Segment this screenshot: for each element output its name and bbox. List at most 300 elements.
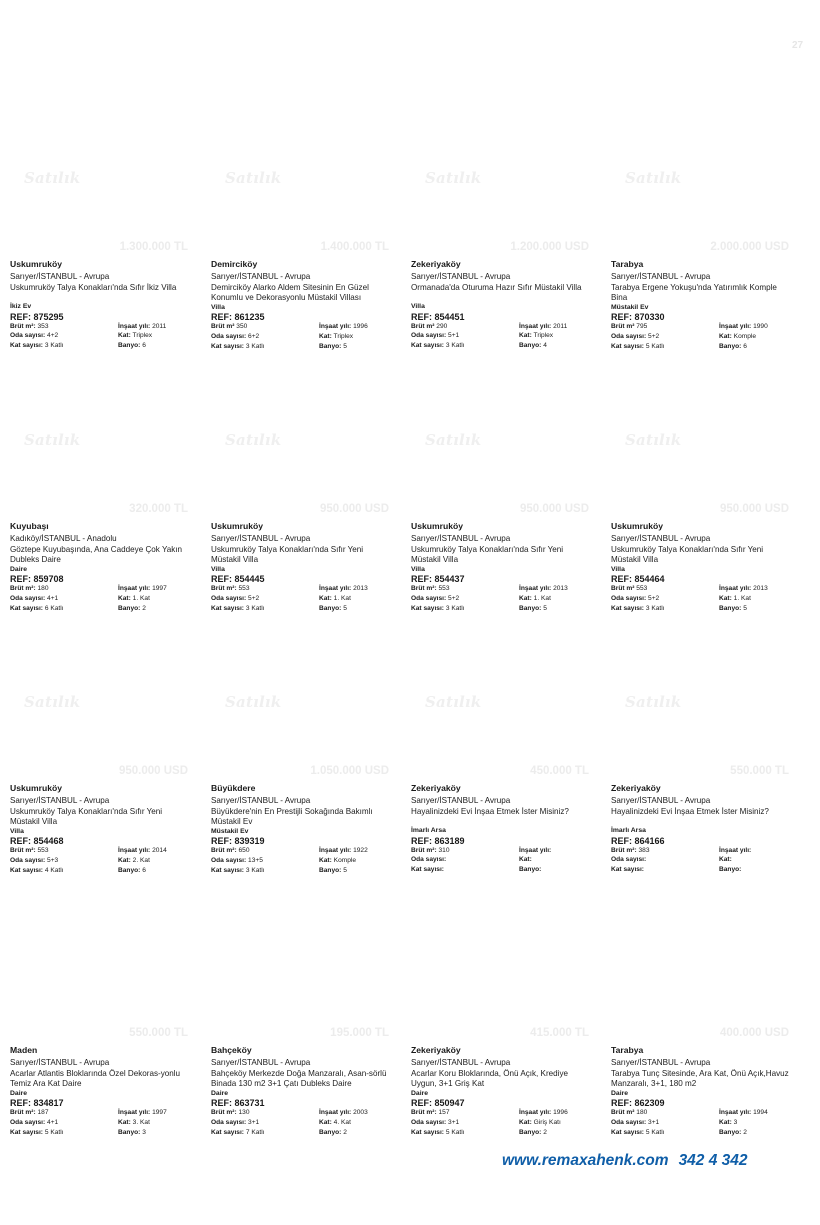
listing-type: Daire [211, 1089, 229, 1097]
listing-ref: REF: 870330 [611, 312, 665, 323]
status-ribbon: Satılık [225, 431, 282, 449]
listing-location: Sarıyer/İSTANBUL - Avrupa [411, 533, 511, 543]
spec-value: 5 [543, 605, 547, 612]
spec-cell [411, 584, 519, 594]
listing-ref: REF: 839319 [211, 836, 265, 847]
listing-photo[interactable] [10, 640, 194, 782]
spec-label: Brüt m²: [10, 585, 36, 593]
listing-price: 950.000 USD [519, 503, 589, 515]
listing-price: 550.000 TL [129, 1027, 188, 1039]
listing-description: Hayalinizdeki Evi İnşaa Etmek İster Misiniz? [411, 807, 569, 816]
spec-label: Banyo: [719, 343, 742, 350]
listing-info [10, 1045, 194, 1138]
spec-cell [519, 584, 595, 594]
spec-value: 3 Katlı [645, 605, 665, 612]
listing-price: 950.000 USD [719, 503, 789, 515]
footer-contact [502, 1152, 748, 1170]
status-ribbon: Satılık [225, 169, 282, 187]
listing-photo[interactable] [611, 902, 795, 1044]
spec-cell [319, 1118, 395, 1128]
spec-label: Kat: [519, 1119, 532, 1127]
listing-photo[interactable] [211, 116, 395, 258]
listing-photo[interactable] [211, 902, 395, 1044]
listing-photo[interactable] [211, 378, 395, 520]
listing-description: Acarlar Atlantis Bloklarında Özel Dekoras-yonlu Temiz Ara Kat Daire [10, 1069, 181, 1089]
spec-cell [411, 1128, 519, 1138]
listing-card[interactable] [10, 116, 194, 371]
listing-location: Sarıyer/İSTANBUL - Avrupa [611, 1057, 711, 1067]
listing-photo[interactable] [611, 378, 795, 520]
spec-cell [10, 846, 118, 856]
status-ribbon: Satılık [24, 431, 81, 449]
spec-value: 553 [438, 585, 450, 593]
spec-cell [118, 1128, 194, 1138]
spec-value: 1996 [353, 323, 368, 331]
spec-label: İnşaat yılı: [319, 1109, 352, 1117]
spec-cell [719, 322, 795, 332]
listing-ref: REF: 861235 [211, 312, 265, 323]
listing-price: 1.050.000 USD [310, 765, 389, 777]
listing-type: Daire [411, 1089, 429, 1097]
spec-cell [319, 584, 395, 594]
spec-cell [211, 1128, 319, 1138]
listing-type: Villa [611, 565, 625, 573]
spec-value: 6 [142, 342, 146, 350]
spec-value: 5 Katlı [44, 1129, 64, 1136]
spec-label: Kat sayısı: [611, 343, 644, 350]
spec-cell [519, 594, 595, 604]
spec-label: Brüt m²: [411, 585, 437, 593]
spec-cell [211, 594, 319, 604]
spec-cell [118, 846, 194, 856]
listing-card[interactable] [10, 640, 194, 895]
listing-ref: REF: 834817 [10, 1098, 64, 1109]
spec-label: Kat sayısı: [211, 1129, 244, 1136]
status-ribbon: Satılık [625, 693, 682, 711]
spec-value: 2. Kat [132, 857, 150, 865]
spec-value: 6 Katlı [44, 605, 64, 612]
spec-value: 650 [238, 847, 250, 855]
spec-cell [411, 331, 519, 341]
spec-value: 5 Katlı [645, 1129, 665, 1136]
listing-price: 415.000 TL [530, 1027, 589, 1039]
listing-ref: REF: 863731 [211, 1098, 265, 1109]
listing-location: Sarıyer/İSTANBUL - Avrupa [10, 271, 110, 281]
spec-value: 157 [438, 1109, 450, 1117]
spec-label: Oda sayısı: [611, 333, 647, 341]
listing-card[interactable] [211, 378, 395, 633]
listing-district: Uskumruköy [10, 259, 63, 269]
spec-cell [211, 322, 319, 332]
spec-value: 5 [343, 343, 347, 350]
spec-cell [118, 331, 194, 341]
listing-photo[interactable] [611, 116, 795, 258]
listing-type: Daire [10, 565, 28, 573]
listing-specs [411, 584, 595, 613]
listing-info [611, 1045, 795, 1138]
spec-cell [319, 856, 395, 866]
spec-label: İnşaat yılı: [719, 323, 752, 331]
spec-value: 5+3 [47, 857, 59, 865]
spec-cell [611, 1128, 719, 1138]
spec-label: Kat: [319, 1119, 332, 1127]
spec-label: Kat: [319, 595, 332, 603]
spec-label: Kat: [519, 856, 532, 864]
spec-label: Oda sayısı: [411, 332, 447, 340]
spec-value: 3 Katlı [245, 605, 265, 612]
listing-district: Kuyubaşı [10, 521, 49, 531]
spec-cell [611, 865, 719, 875]
listing-card[interactable] [611, 116, 795, 371]
listing-info [411, 259, 595, 351]
listing-location: Sarıyer/İSTANBUL - Avrupa [211, 795, 311, 805]
spec-label: İnşaat yılı: [519, 322, 552, 330]
spec-label: Kat sayısı: [211, 867, 244, 874]
spec-label: İnşaat yılı: [319, 585, 352, 593]
spec-label: Brüt m²: [10, 847, 36, 855]
spec-cell [519, 1118, 595, 1128]
spec-label: Oda sayısı: [611, 595, 647, 603]
spec-value: 180 [636, 1109, 648, 1117]
spec-value: 3+1 [248, 1119, 260, 1127]
spec-cell [319, 866, 395, 876]
spec-label: Brüt m²: [10, 322, 36, 330]
listing-specs [411, 846, 595, 875]
spec-cell [211, 866, 319, 876]
listing-district: Zekeriyaköy [411, 783, 461, 793]
spec-label: Kat sayısı: [611, 866, 644, 874]
spec-label: İnşaat yılı: [118, 847, 151, 855]
listing-ref: REF: 859708 [10, 574, 64, 585]
spec-value: 3 Katlı [445, 342, 465, 350]
listing-card[interactable] [10, 902, 194, 1157]
spec-label: Kat sayısı: [10, 1129, 43, 1136]
spec-label: Brüt m²: [10, 1109, 36, 1117]
spec-value: 353 [37, 322, 49, 330]
listing-photo[interactable] [10, 378, 194, 520]
listing-location: Sarıyer/İSTANBUL - Avrupa [411, 271, 511, 281]
status-ribbon: Satılık [425, 431, 482, 449]
listing-district: Uskumruköy [10, 783, 63, 793]
spec-value: 553 [238, 585, 250, 593]
listing-location: Sarıyer/İSTANBUL - Avrupa [211, 271, 311, 281]
spec-label: Brüt m²: [411, 1109, 437, 1117]
spec-label: Kat: [118, 332, 131, 340]
spec-cell [118, 341, 194, 351]
spec-label: İnşaat yılı: [319, 847, 352, 855]
spec-label: Kat sayısı: [10, 867, 43, 874]
spec-label: Oda sayısı: [611, 856, 647, 864]
spec-label: Banyo: [519, 605, 542, 612]
listing-description: Tarabya Tunç Sitesinde, Ara Kat, Önü Açık,Havuz Manzaralı, 3+1, 180 m2 [611, 1069, 789, 1089]
listing-photo[interactable] [411, 116, 595, 258]
status-ribbon: Satılık [625, 169, 682, 187]
listing-photo[interactable] [10, 116, 194, 258]
spec-label: Kat sayısı: [611, 605, 644, 612]
spec-label: Banyo: [118, 1129, 141, 1136]
spec-label: Banyo: [118, 342, 141, 350]
listing-price: 950.000 USD [319, 503, 389, 515]
listing-specs [10, 322, 194, 351]
listing-type: Müstakil Ev [211, 827, 249, 835]
spec-cell [719, 342, 795, 352]
listing-card[interactable] [10, 378, 194, 633]
spec-cell [10, 341, 118, 351]
listing-photo[interactable] [10, 902, 194, 1044]
spec-cell [411, 865, 519, 875]
status-ribbon: Satılık [425, 693, 482, 711]
spec-cell [411, 846, 519, 856]
spec-cell [519, 855, 595, 865]
spec-label: Brüt m² [611, 323, 635, 331]
spec-cell [211, 584, 319, 594]
listing-district: Uskumruköy [611, 521, 664, 531]
spec-cell [118, 856, 194, 866]
spec-cell [719, 865, 795, 875]
spec-label: Banyo: [319, 605, 342, 612]
listing-info [211, 783, 395, 876]
listing-ref: REF: 854464 [611, 574, 665, 585]
listing-ref: REF: 854451 [411, 311, 465, 322]
listing-type: Villa [411, 303, 425, 310]
listing-price: 1.300.000 TL [119, 241, 188, 253]
listing-description: Demirciköy Alarko Aldem Sitesinin En Güzel Konumlu ve Dekorasyonlu Müstakil Villası [211, 283, 369, 303]
spec-cell [411, 855, 519, 865]
spec-value: 1. Kat [333, 595, 351, 603]
listing-specs [611, 1108, 795, 1137]
listing-info [211, 521, 395, 614]
spec-label: Banyo: [319, 1129, 342, 1136]
spec-label: İnşaat yılı: [719, 585, 752, 593]
spec-cell [411, 322, 519, 332]
spec-value: Giriş Katı [533, 1119, 561, 1127]
spec-value: 3. Kat [132, 1119, 150, 1127]
spec-value: 180 [37, 585, 49, 593]
listing-location: Sarıyer/İSTANBUL - Avrupa [10, 1057, 110, 1067]
spec-cell [611, 584, 719, 594]
spec-label: Brüt m²: [211, 847, 237, 855]
spec-label: Kat sayısı: [10, 342, 43, 350]
spec-label: Brüt m²: [411, 846, 437, 854]
spec-label: Oda sayısı: [211, 857, 247, 865]
spec-value: 3 [142, 1129, 146, 1136]
spec-value: 3+1 [648, 1119, 660, 1127]
spec-cell [319, 342, 395, 352]
spec-cell [10, 866, 118, 876]
spec-value: 1994 [753, 1109, 768, 1117]
listing-specs [211, 846, 395, 875]
listing-location: Sarıyer/İSTANBUL - Avrupa [411, 795, 511, 805]
spec-cell [519, 1108, 595, 1118]
listing-card[interactable] [411, 640, 595, 895]
spec-cell [719, 855, 795, 865]
listing-photo[interactable] [411, 902, 595, 1044]
spec-value: 5+2 [248, 595, 260, 603]
spec-value: 2011 [152, 322, 167, 330]
listing-photo[interactable] [411, 378, 595, 520]
listing-card[interactable] [211, 116, 395, 371]
spec-value: 310 [438, 846, 450, 854]
spec-value: 4 Katlı [44, 867, 64, 874]
listing-district: Zekeriyaköy [411, 259, 461, 269]
spec-label: İnşaat yılı: [519, 585, 552, 593]
spec-cell [10, 1108, 118, 1118]
spec-label: Kat sayısı: [211, 605, 244, 612]
spec-value: Komple [733, 333, 757, 341]
spec-cell [319, 846, 395, 856]
listing-ref: REF: 850947 [411, 1098, 465, 1109]
listing-description: Uskumruköy Talya Konakları'nda Sıfır Yeni Müstakil Villa [211, 545, 364, 565]
spec-value: 5 Katlı [445, 1129, 465, 1136]
spec-cell [611, 604, 719, 614]
listing-specs [211, 584, 395, 613]
spec-value: 6 [743, 343, 747, 350]
spec-value: 2 [343, 1129, 347, 1136]
spec-label: Kat sayısı: [211, 343, 244, 350]
spec-label: İnşaat yılı: [719, 846, 752, 854]
spec-label: Kat sayısı: [411, 866, 444, 874]
listing-info [611, 521, 795, 614]
spec-value: 3 Katlı [245, 867, 265, 874]
listing-ref: REF: 854445 [211, 574, 265, 585]
listing-location: Sarıyer/İSTANBUL - Avrupa [211, 1057, 311, 1067]
listing-description: Ormanada'da Oturuma Hazır Sıfır Müstakil Villa [411, 283, 582, 292]
spec-cell [319, 1108, 395, 1118]
spec-value: 2 [543, 1129, 547, 1136]
listing-description: Uskumruköy Talya Konakları'nda Sıfır İkiz Villa [10, 283, 177, 292]
listing-price: 320.000 TL [129, 503, 188, 515]
spec-cell [519, 341, 595, 351]
spec-value: 5 Katlı [645, 343, 665, 350]
listing-description: Bahçeköy Merkezde Doğa Manzaralı, Asan-sörlü Binada 130 m2 3+1 Çatı Dubleks Daire [211, 1069, 387, 1089]
spec-value: 5+2 [648, 595, 660, 603]
listing-location: Kadıköy/İSTANBUL - Anadolu [10, 533, 117, 543]
spec-cell [519, 322, 595, 332]
listing-info [10, 521, 194, 614]
spec-cell [519, 846, 595, 856]
listing-specs [10, 846, 194, 875]
listing-specs [10, 1108, 194, 1137]
spec-label: Brüt m²: [211, 585, 237, 593]
listing-card[interactable] [211, 902, 395, 1157]
listing-type: Villa [411, 565, 425, 573]
listing-specs [10, 584, 194, 613]
listing-description: Uskumruköy Talya Konakları'nda Sıfır Yeni Müstakil Villa [611, 545, 764, 565]
listing-info [611, 259, 795, 352]
spec-label: İnşaat yılı: [719, 1109, 752, 1117]
spec-value: 4 [543, 342, 547, 350]
listing-type: Daire [10, 1089, 28, 1097]
spec-cell [118, 1108, 194, 1118]
spec-value: Komple [333, 857, 357, 865]
spec-label: Kat sayısı: [411, 342, 444, 350]
spec-label: Banyo: [118, 605, 141, 612]
listing-district: Zekeriyaköy [611, 783, 661, 793]
spec-cell [411, 341, 519, 351]
listing-card[interactable] [411, 378, 595, 633]
spec-cell [719, 1108, 795, 1118]
listing-type: Villa [10, 827, 24, 835]
spec-cell [319, 604, 395, 614]
listing-price: 550.000 TL [730, 765, 789, 777]
listing-price: 950.000 USD [118, 765, 188, 777]
listing-description: Acarlar Koru Bloklarında, Önü Açık, Krediye Uygun, 3+1 Griş Kat [411, 1069, 569, 1089]
spec-cell [719, 1118, 795, 1128]
spec-value: Triplex [333, 333, 354, 341]
listing-card[interactable] [611, 378, 795, 633]
spec-value: 2013 [553, 585, 568, 593]
spec-label: Oda sayısı: [611, 1119, 647, 1127]
spec-cell [611, 1118, 719, 1128]
spec-label: Brüt m² [211, 323, 235, 331]
spec-label: Banyo: [519, 866, 542, 874]
spec-label: Kat: [118, 857, 131, 865]
spec-cell [719, 332, 795, 342]
spec-label: Banyo: [719, 1129, 742, 1136]
spec-cell [211, 604, 319, 614]
spec-label: Oda sayısı: [10, 595, 46, 603]
spec-cell [118, 322, 194, 332]
listing-card[interactable] [411, 902, 595, 1157]
listing-description: Büyükdere'nin En Prestijli Sokağında Bakımlı Müstakil Ev [211, 807, 373, 827]
listing-ref: REF: 875295 [10, 311, 64, 322]
listing-photo[interactable] [411, 640, 595, 782]
spec-label: Oda sayısı: [211, 595, 247, 603]
listing-info [10, 783, 194, 876]
listing-district: Demirciköy [211, 259, 258, 269]
listing-photo[interactable] [211, 640, 395, 782]
spec-label: Brüt m²: [611, 846, 637, 854]
spec-value: 1. Kat [132, 595, 150, 603]
spec-label: Kat: [719, 856, 732, 864]
spec-value: 795 [636, 323, 648, 331]
listing-location: Sarıyer/İSTANBUL - Avrupa [611, 533, 711, 543]
listing-card[interactable] [611, 902, 795, 1157]
listing-price: 400.000 USD [719, 1027, 789, 1039]
spec-value: 2014 [152, 847, 167, 855]
spec-label: Brüt m² [411, 322, 435, 330]
listing-type: Villa [211, 303, 225, 311]
listing-district: Büyükdere [211, 783, 256, 793]
spec-value: 5 [743, 605, 747, 612]
spec-cell [519, 865, 595, 875]
listing-info [411, 521, 595, 614]
status-ribbon: Satılık [625, 431, 682, 449]
listing-photo[interactable] [611, 640, 795, 782]
spec-cell [719, 594, 795, 604]
listing-district: Uskumruköy [211, 521, 264, 531]
listing-info [211, 259, 395, 352]
spec-cell [118, 604, 194, 614]
listing-card[interactable] [611, 640, 795, 895]
spec-value: 1997 [152, 1109, 167, 1117]
spec-value: 4. Kat [333, 1119, 351, 1127]
spec-cell [10, 322, 118, 332]
spec-value: 7 Katlı [245, 1129, 265, 1136]
website-link[interactable]: www.remaxahenk.com [502, 1152, 669, 1169]
spec-label: Oda sayısı: [411, 595, 447, 603]
spec-label: Banyo: [118, 867, 141, 874]
spec-label: Kat sayısı: [10, 605, 43, 612]
listing-card[interactable] [411, 116, 595, 371]
spec-value: 1990 [753, 323, 768, 331]
spec-value: 350 [236, 323, 248, 331]
listing-card[interactable] [211, 640, 395, 895]
spec-cell [611, 594, 719, 604]
listing-ref: REF: 863189 [411, 835, 465, 846]
spec-cell [10, 856, 118, 866]
spec-cell [211, 846, 319, 856]
